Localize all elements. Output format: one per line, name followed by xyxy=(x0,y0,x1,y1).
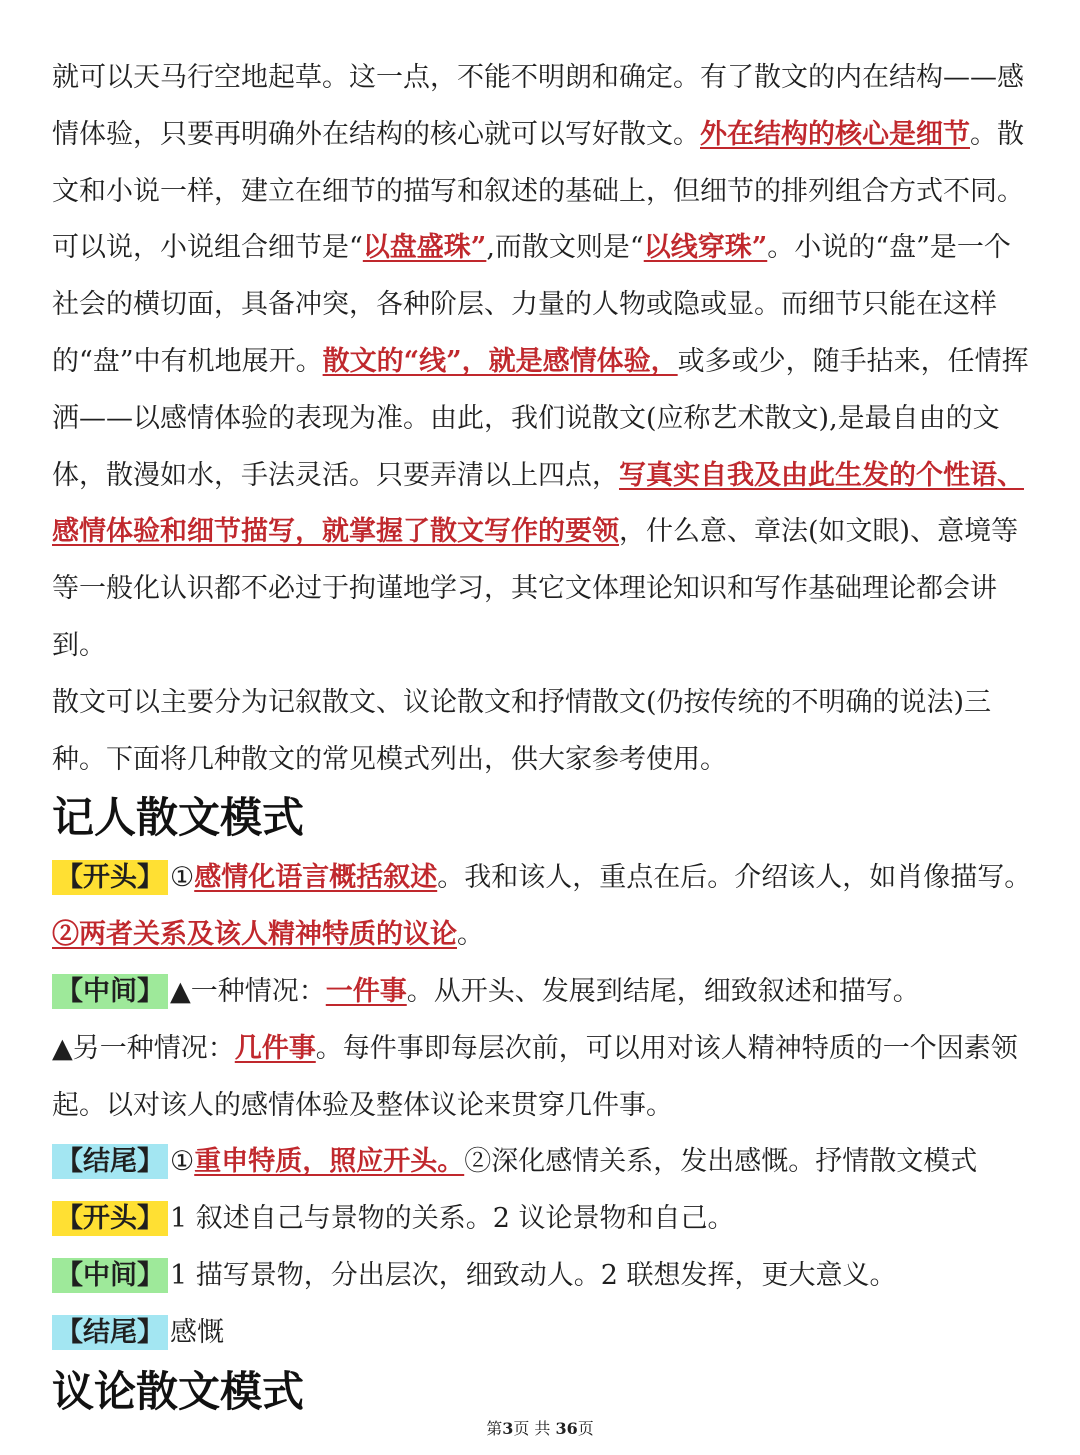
person-middle-row-2: ▲另一种情况：几件事。每件事即每层次前，可以用对该人精神特质的一个因素领起。以对该人的感情体验及整体议论来贯穿几件事。 xyxy=(52,1032,1018,1121)
lyric-opening-row: 【开头】 1 叙述自己与景物的关系。2 议论景物和自己。 xyxy=(52,1191,1032,1248)
section-title-argument-essay: 议论散文模式 xyxy=(52,1366,305,1416)
person-ending-row: 【结尾】 ①重申特质，照应开头。②深化感情关系，发出感慨。抒情散文模式 xyxy=(52,1134,1032,1191)
lyric-middle-row: 【中间】 1 描写景物，分出层次，细致动人。2 联想发挥，更大意义。 xyxy=(52,1248,1032,1305)
middle-tag: 【中间】 xyxy=(52,1258,168,1293)
opening-tag: 【开头】 xyxy=(52,1201,168,1236)
section-title-person-essay: 记人散文模式 xyxy=(52,793,305,843)
highlight-pan-sheng-zhu: 以盘盛珠” xyxy=(362,232,487,264)
highlight-relationship: ②两者关系及该人精神特质的议论 xyxy=(52,919,457,951)
ending-tag: 【结尾】 xyxy=(52,1315,168,1350)
intro-paragraph-1: 就可以天马行空地起草。这一点，不能不明朗和确定。有了散文的内在结构——感情体验，只要再明确外在结构的核心就可以写好散文。外在结构的核心是细节。散文和小说一样，建立在细节的描写和叙述的基础上，但细节的排列组合方式不同。可以说，小说组合细节是“以盘盛珠”,而散文则是“以线穿珠”。小说的“盘”是一个社会的横切面，具备冲突，各种阶层、力量的人物或隐或显。而细节只能在这样的“盘”中有机地展开。散文的“线”，就是感情体验，或多或少，随手拈来，任情挥洒——以感情体验的表现为准。由此，我们说散文(应称艺术散文),是最自由的文体，散漫如水，手法灵活。只要弄清以上四点，写真实自我及由此生发的个性语、感情体验和细节描写，就掌握了散文写作的要领，什么意、章法(如文眼)、意境等等一般化认识都不必过于拘谨地学习，其它文体理论知识和写作基础理论都会讲到。 xyxy=(52,62,1029,661)
highlight-xian-chuan-zhu: 以线穿珠” xyxy=(643,232,768,264)
current-page: 3 xyxy=(502,1419,514,1438)
document-page xyxy=(52,50,1032,1424)
highlight-restate: 重申特质，照应开头。 xyxy=(194,1146,465,1178)
person-opening-row: 【开头】 ①感情化语言概括叙述。我和该人，重点在后。介绍该人，如肖像描写。②两者关系及该人精神特质的议论。 xyxy=(52,862,1032,951)
lyric-ending-row: 【结尾】 感慨 xyxy=(52,1305,1032,1362)
highlight-several-events: 几件事 xyxy=(234,1032,316,1064)
middle-tag: 【中间】 xyxy=(52,974,168,1009)
total-pages: 36 xyxy=(555,1419,578,1438)
page-footer: 第3页 共 36页 xyxy=(486,1419,594,1438)
highlight-outer-structure: 外在结构的核心是细节 xyxy=(700,118,970,150)
highlight-one-event: 一件事 xyxy=(325,975,407,1007)
ending-tag: 【结尾】 xyxy=(52,1144,168,1179)
highlight-writing-essentials: 写真实自我及由此生发的个性语、感情体验和细节描写，就掌握了散文写作的要领 xyxy=(52,459,1024,548)
opening-tag: 【开头】 xyxy=(52,860,168,895)
person-middle-row: 【中间】 ▲一种情况：一件事。从开头、发展到结尾，细致叙述和描写。 xyxy=(52,964,1032,1021)
highlight-line-emotion: 散文的“线”，就是感情体验， xyxy=(322,345,678,377)
highlight-emotional-language: 感情化语言概括叙述 xyxy=(194,862,438,894)
intro-paragraph-2: 散文可以主要分为记叙散文、议论散文和抒情散文(仍按传统的不明确的说法)三种。下面将几种散文的常见模式列出，供大家参考使用。 xyxy=(52,686,992,775)
